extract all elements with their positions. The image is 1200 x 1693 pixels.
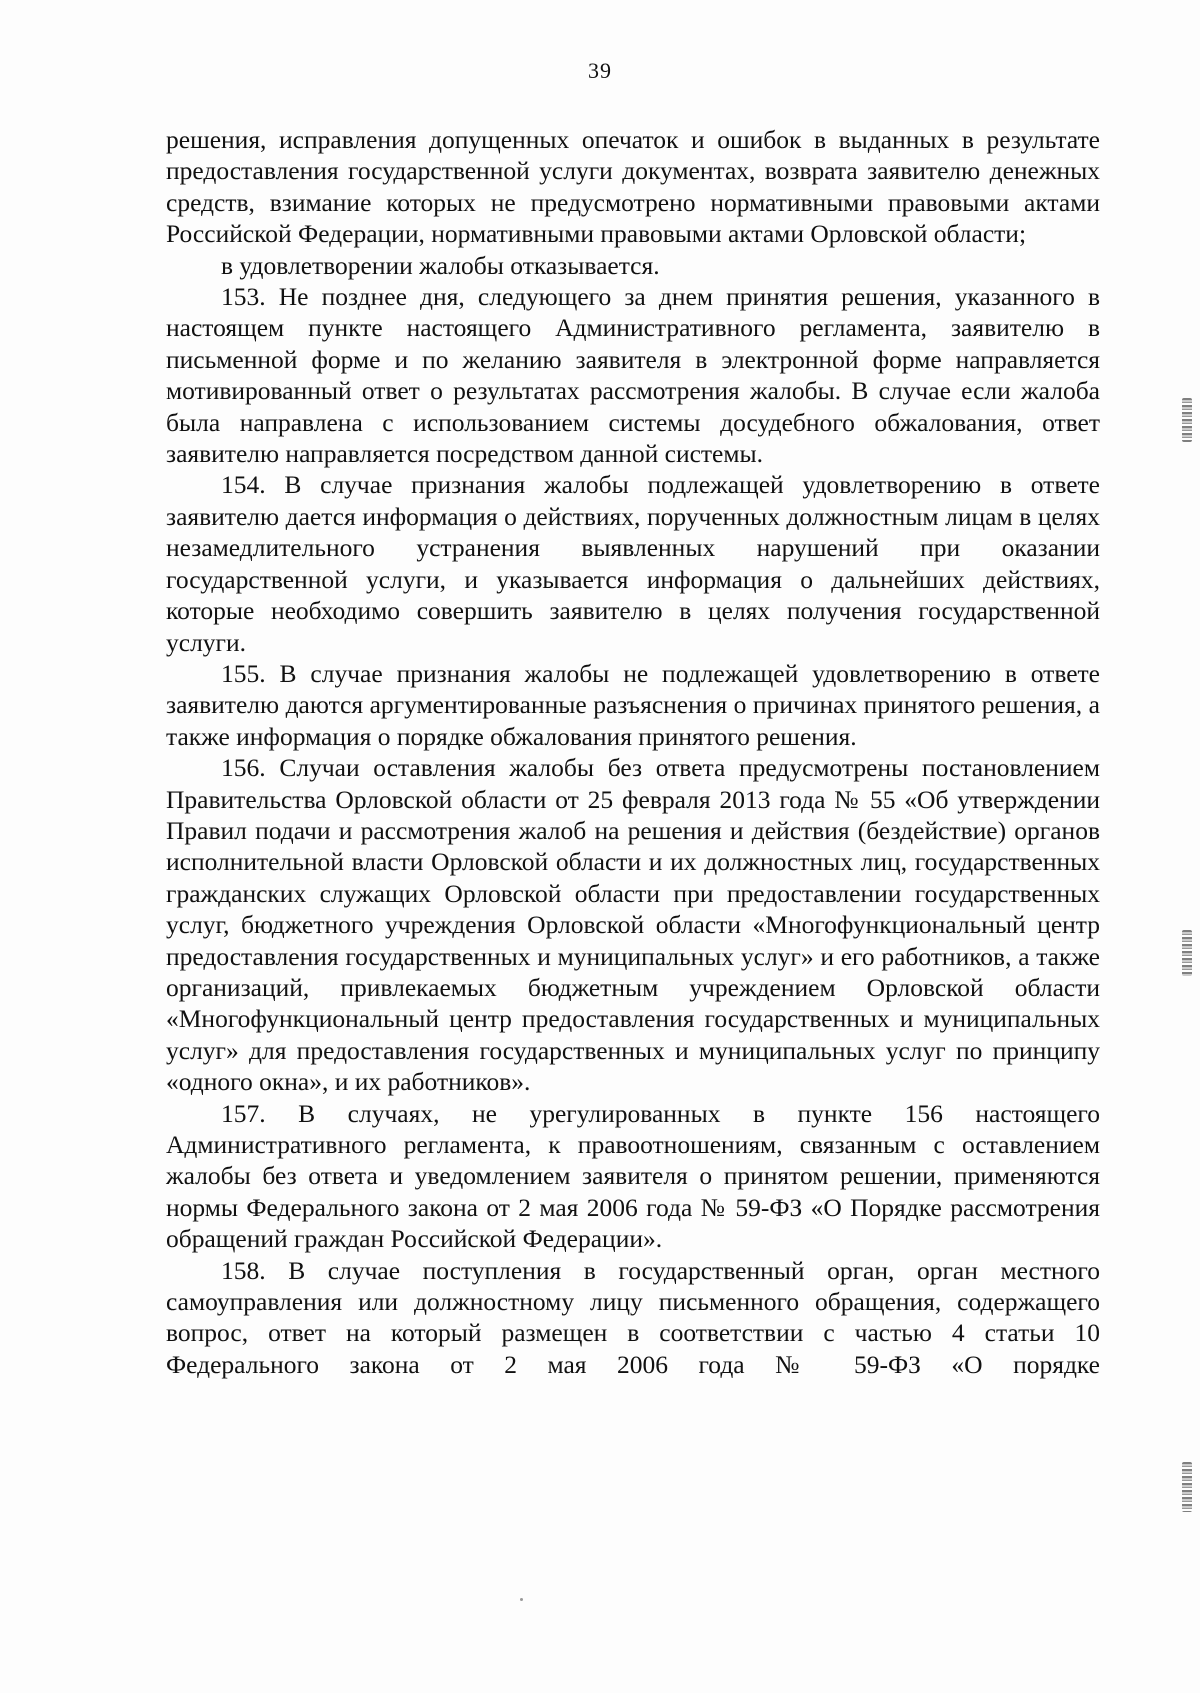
paragraph-refusal: в удовлетворении жалобы отказывается. xyxy=(221,250,660,280)
scan-speck xyxy=(520,1598,523,1601)
scan-binding-mark xyxy=(1182,398,1192,442)
paragraph-156: 156. Случаи оставления жалобы без ответа предусмотрены постановлением Правительства Орловской области от 25 февраля 2013 года № 55 «Об утверждении Правил подачи и рассмотрения жалоб на решения и действия (бездействие) органов исполнительной власти Орловской области и их должностных лиц, государственных гражданских служащих Орловской области при предоставлении государственных услуг, бюджетного учреждения Орловской области «Многофункциональный центр предоставления государственных и муниципальных услуг» и его работников, а также организаций, привлекаемых бюджетным учреждением Орловской области «Многофункциональный центр предоставления государственных и муниципальных услуг» для предоставления государственных и муниципальных услуг по принципу «одного окна», и их работников». xyxy=(166,753,1100,1097)
scan-binding-mark xyxy=(1182,1462,1192,1512)
paragraph-157: 157. В случаях, не урегулированных в пункте 156 настоящего Административного регламента, к правоотношениям, связанным с оставлением жалобы без ответа и уведомлением заявителя о принятом решении, применяются нормы Федерального закона от 2 мая 2006 года № 59-ФЗ «О Порядке рассмотрения обращений граждан Российской Федерации». xyxy=(166,1098,1100,1254)
paragraph-154: 154. В случае признания жалобы подлежащей удовлетворению в ответе заявителю дается информация о действиях, порученных должностным лицам в целях незамедлительного устранения выявленных нарушений при оказании государственной услуги, и указывается информация о дальнейших действиях, которые необходимо совершить заявителю в целях получения государственной услуги. xyxy=(166,470,1100,657)
paragraph-153: 153. Не позднее дня, следующего за днем принятия решения, указанного в настоящем пункте настоящего Административного регламента, заявителю в письменной форме и по желанию заявителя в электронной форме направляется мотивированный ответ о результатах рассмотрения жалобы. В случае если жалоба была направлена с использованием системы досудебного обжалования, ответ заявителю направляется посредством данной системы. xyxy=(166,282,1100,469)
document-body xyxy=(166,124,1100,1380)
paragraph-155: 155. В случае признания жалобы не подлежащей удовлетворению в ответе заявителю даются аргументированные разъяснения о причинах принятого решения, а также информация о порядке обжалования принятого решения. xyxy=(166,658,1100,751)
scan-binding-mark xyxy=(1182,930,1192,976)
paragraph-158: 158. В случае поступления в государственный орган, орган местного самоуправления или должностному лицу письменного обращения, содержащего вопрос, ответ на который размещен в соответствии с частью 4 статьи 10 Федерального закона от 2 мая 2006 года № 59-ФЗ «О порядке xyxy=(166,1255,1100,1379)
paragraph-continuation: решения, исправления допущенных опечаток и ошибок в выданных в результате предоставления государственной услуги документах, возврата заявителю денежных средств, взимание которых не предусмотрено нормативными правовыми актами Российской Федерации, нормативными правовыми актами Орловской области; xyxy=(166,125,1100,249)
page-number: 39 xyxy=(588,58,612,83)
